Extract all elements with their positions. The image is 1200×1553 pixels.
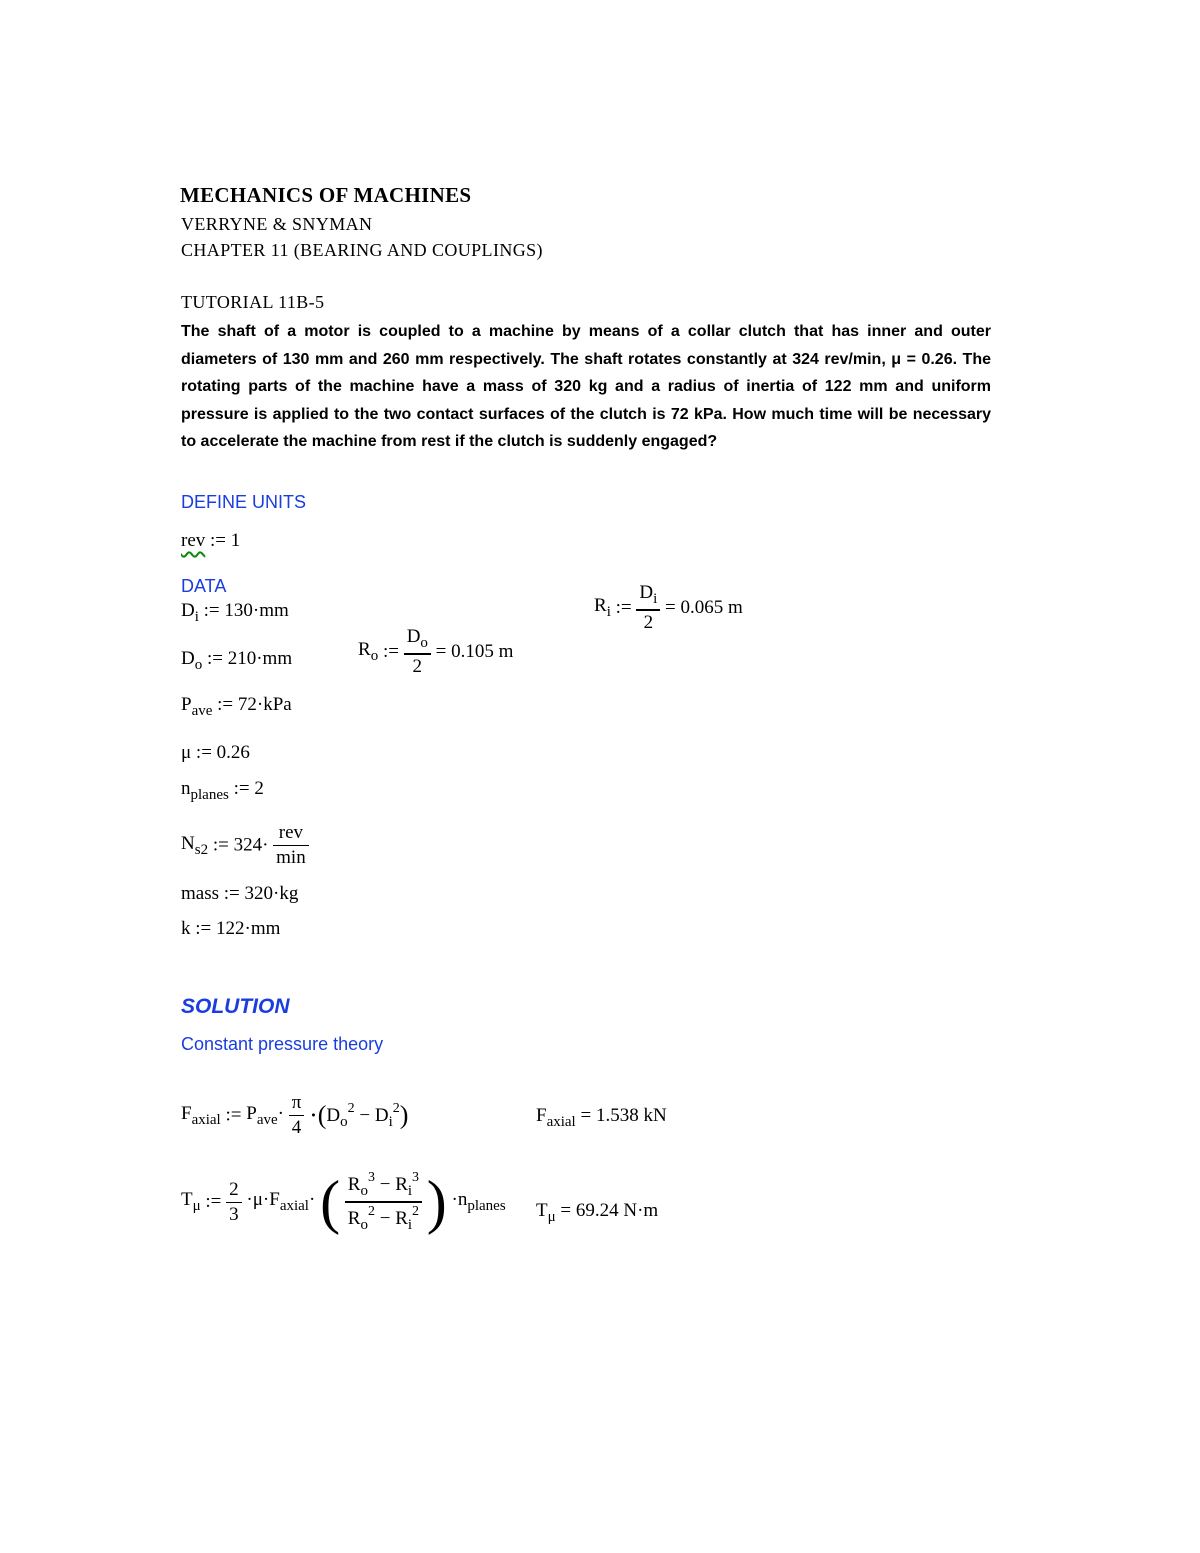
Ns2-definition: $N_{s2}$ := 324· $\frac{\text{rev}}{\min}$ — [181, 822, 309, 869]
nplanes-definition: $n_{planes}$ := 2 — [181, 778, 264, 803]
problem-statement: The shaft of a motor is coupled to a machine by means of a collar clutch that has inner and outer diameters of 130 mm and 260 mm respectively. The shaft rotates constantly at 324 rev/min, μ = 0.26. The rotating parts of the machine have a mass of 320 kg and a radius of inertia of 122 mm and uniform pressure is applied to the two contact surfaces of the clutch is 72 kPa. How much time will be necessary to accelerate the machine from rest if the clutch is suddenly engaged? — [181, 323, 991, 451]
Ri-equation: $R_i$ := $\frac{D_i}{2}$ = 0.065 m — [594, 582, 743, 633]
theory-heading: Constant pressure theory — [181, 1034, 384, 1054]
Ro-equation: $R_o$ := $\frac{D_o}{2}$ = 0.105 m — [358, 626, 514, 677]
Di-definition: $D_i$ := 130·mm — [181, 600, 289, 625]
data-heading: DATA — [181, 576, 227, 596]
pi-over-4: $\frac{\pi}{4}$ — [289, 1092, 305, 1139]
k-definition: k := 122·mm — [181, 918, 281, 939]
document-title: MECHANICS OF MACHINES — [180, 183, 472, 207]
mu-definition: μ := 0.26 — [181, 742, 250, 763]
authors: VERRYNE & SNYMAN — [181, 214, 373, 234]
rev-definition — [181, 530, 240, 552]
define-units-heading: DEFINE UNITS — [181, 492, 307, 512]
faxial-result: $F_{axial} = 1.538$ kN — [536, 1105, 667, 1130]
chapter-heading: CHAPTER 11 (BEARING AND COUPLINGS) — [181, 240, 543, 260]
mass-definition: mass := 320·kg — [181, 883, 299, 904]
Ro-fraction: $\frac{D_o}{2}$ — [404, 626, 431, 678]
Pave-definition: $P_{ave}$ := 72·kPa — [181, 694, 292, 719]
Do-definition: $D_o$ := 210·mm — [181, 648, 293, 673]
torque-equation: $T_\mu$ := $\frac{2}{3}$ $\cdot\mu\cdot F_{axial}\cdot$ ( $\frac{R_o^3 - R_i^3}{R_o^2 - R_i^2}$ ) $\cdot n_{planes}$ — [181, 1169, 506, 1235]
Ri-fraction: $\frac{D_i}{2}$ — [636, 582, 660, 634]
tutorial-heading: TUTORIAL 11B-5 — [181, 292, 325, 312]
rev-variable: rev — [181, 530, 206, 551]
torque-result: $T_\mu = 69.24$ N·m — [536, 1200, 659, 1225]
Ns2-fraction: $\frac{\text{rev}}{\min}$ — [273, 822, 309, 869]
two-thirds: $\frac{2}{3}$ — [226, 1179, 242, 1226]
solution-heading: SOLUTION — [181, 995, 290, 1018]
radius-ratio: $\frac{R_o^3 - R_i^3}{R_o^2 - R_i^2}$ — [345, 1170, 422, 1234]
faxial-equation: $F_{axial}$ := $P_{ave}\cdot$ $\frac{\pi}{4}$ $\cdot(D_o^2 - D_i^2)$ — [181, 1092, 409, 1138]
rev-value: := 1 — [210, 530, 241, 551]
